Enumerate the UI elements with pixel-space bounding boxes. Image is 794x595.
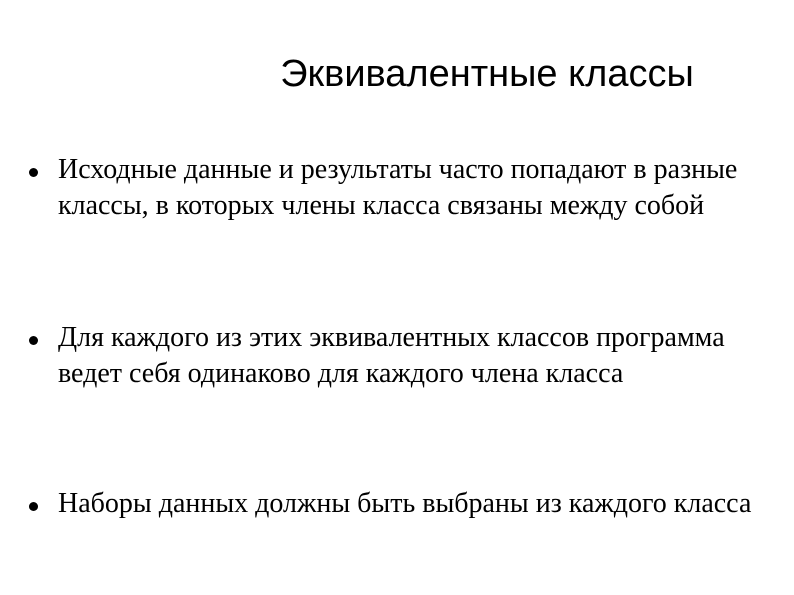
bullet-dot-icon — [29, 502, 38, 511]
bullet-text: Для каждого из этих эквивалентных классов программа ведет себя одинаково для каждого члена класса — [58, 322, 725, 389]
slide-title: Эквивалентные классы — [280, 53, 694, 95]
bullet-dot-icon — [29, 168, 38, 177]
bullet-dot-icon — [29, 336, 38, 345]
bullet-text: Наборы данных должны быть выбраны из каждого класса — [58, 488, 752, 519]
bullet-text: Исходные данные и результаты часто попадают в разные классы, в которых члены класса связаны между собой — [58, 154, 738, 221]
